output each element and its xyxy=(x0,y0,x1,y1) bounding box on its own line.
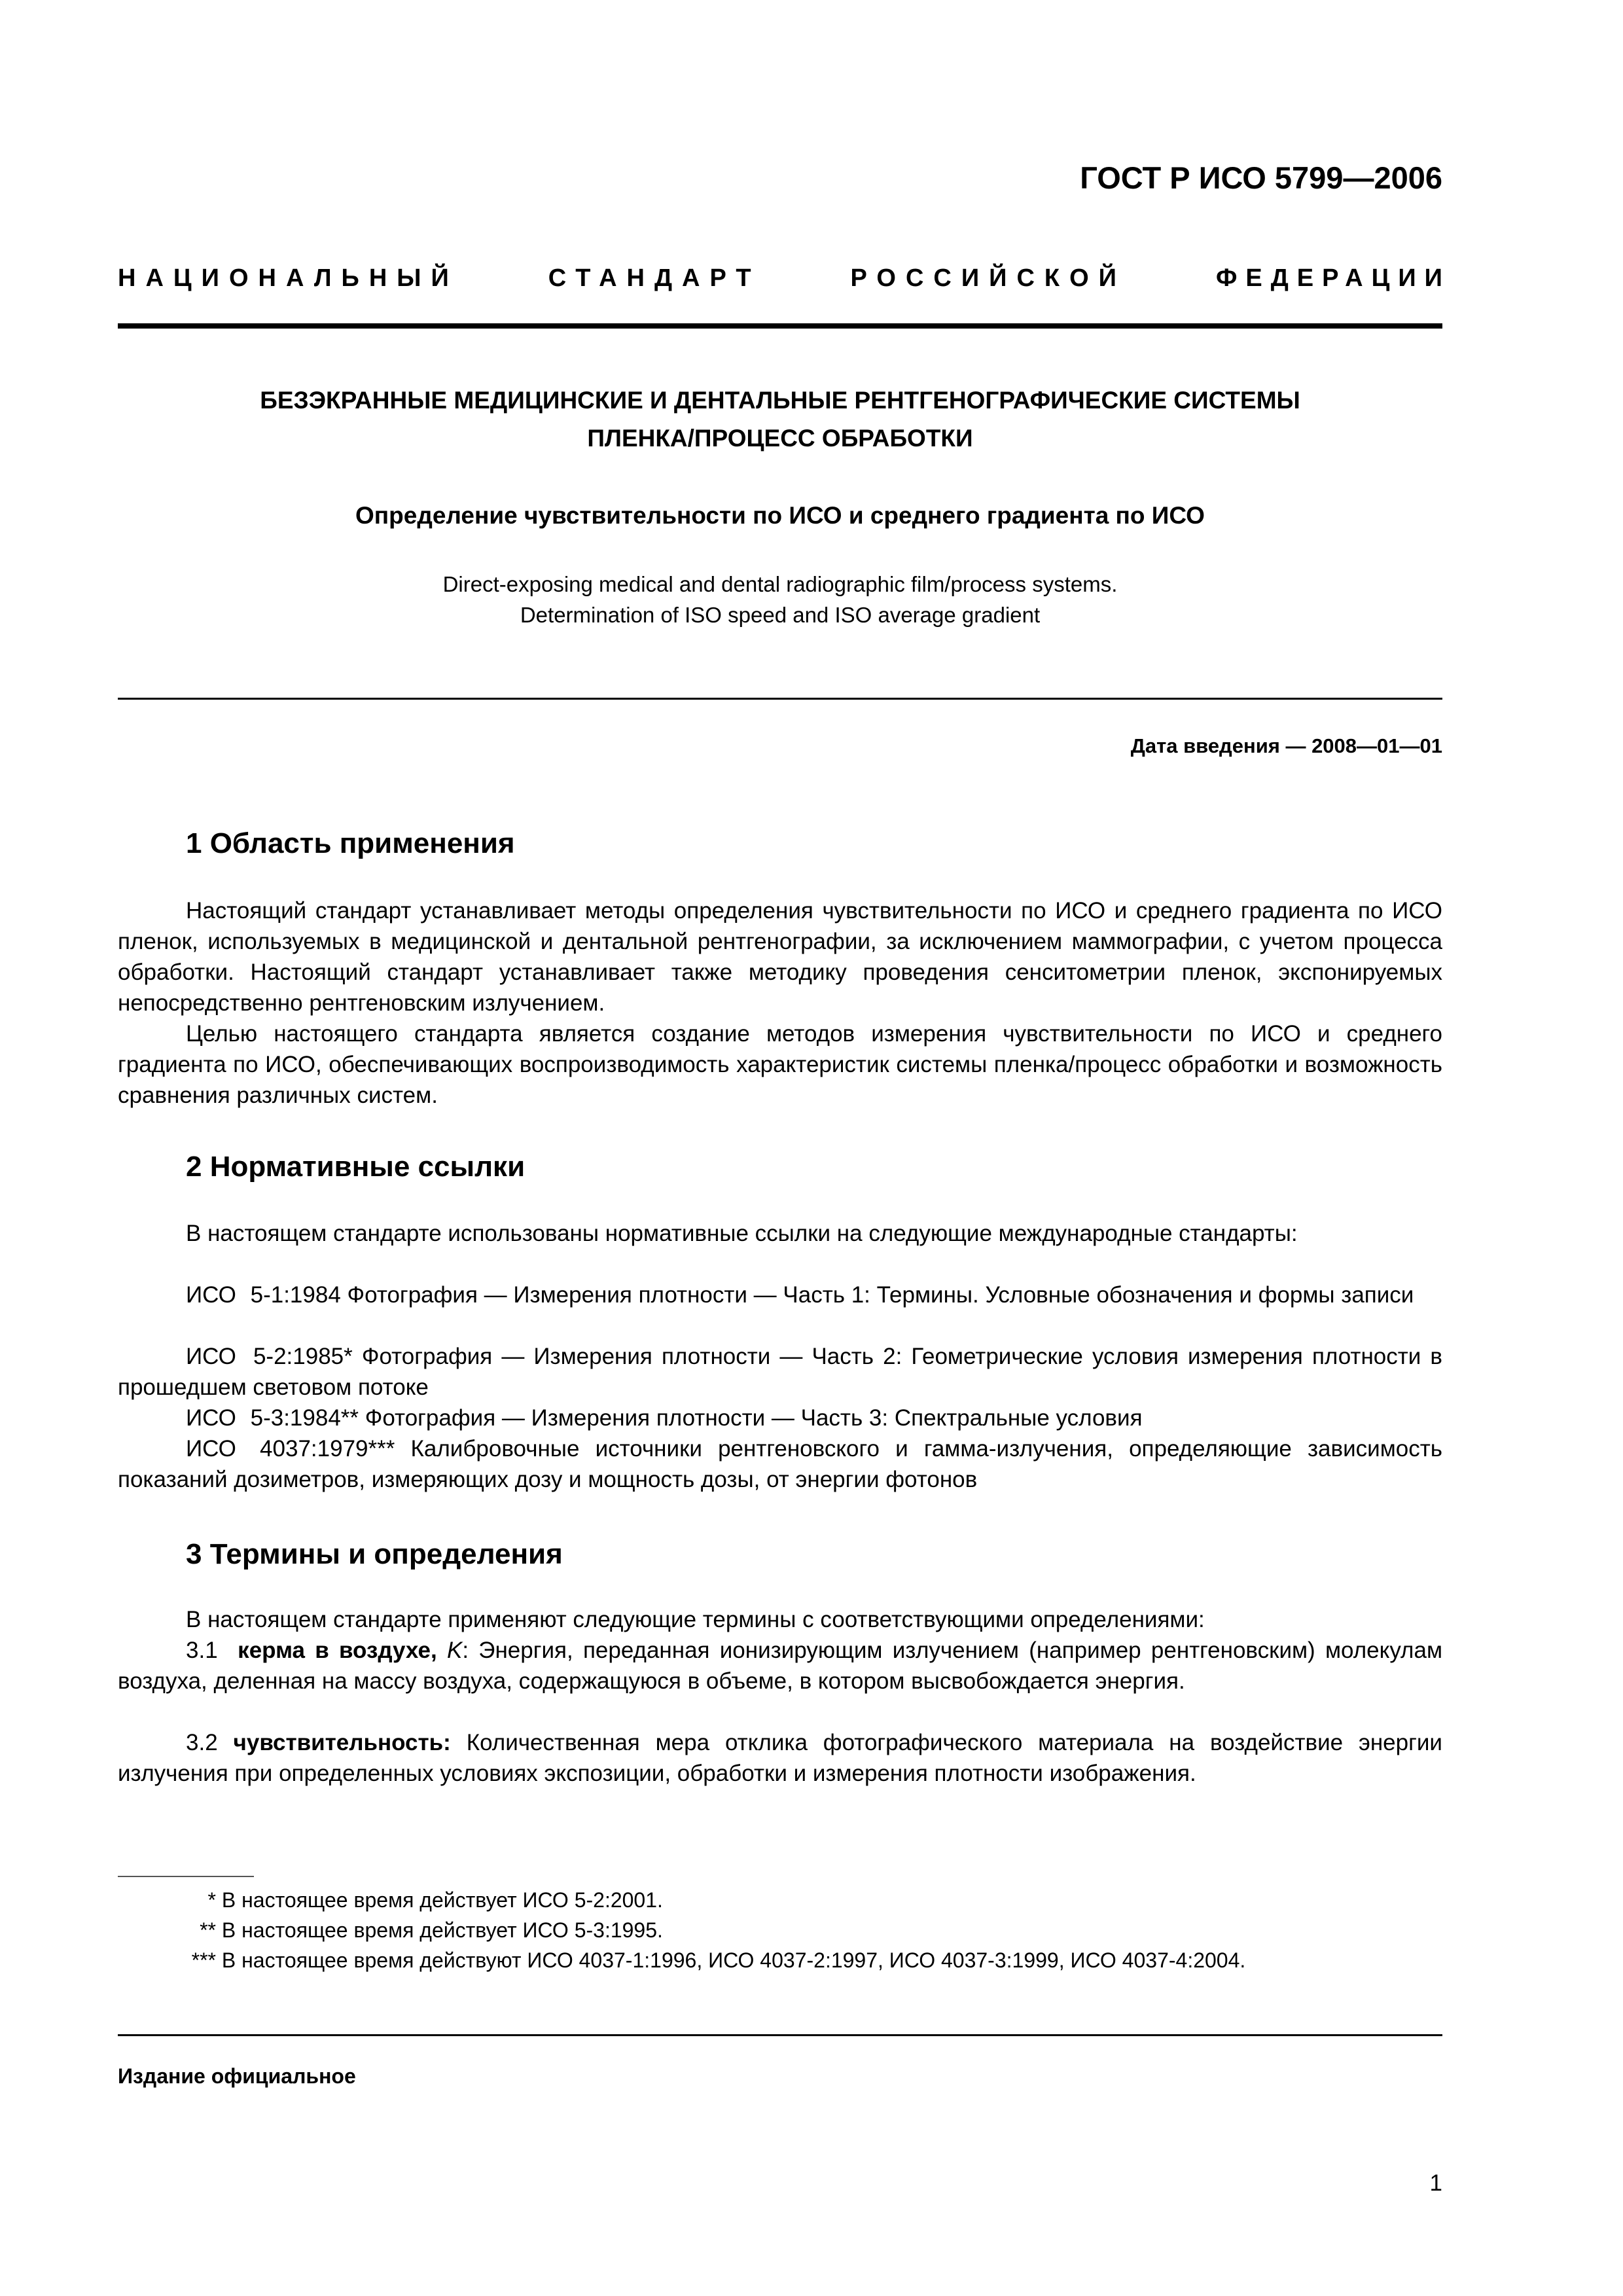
banner-word: РОССИЙСКОЙ xyxy=(850,264,1126,292)
term-number: 3.1 xyxy=(186,1638,218,1663)
section-heading: 3 Термины и определения xyxy=(186,1538,563,1570)
term-text: Количественная мера отклика фотографического материала на воздействие энергии излучения при определенных условиях экспозиции, обработки и измерения плотности изображения. xyxy=(118,1730,1442,1786)
header-thick-rule xyxy=(118,323,1442,329)
footnote-text: В настоящее время действует ИСО 5-2:2001. xyxy=(221,1888,663,1912)
normative-reference xyxy=(118,1280,1442,1310)
term-number: 3.2 xyxy=(186,1730,218,1755)
footnote-text: В настоящее время действуют ИСО 4037-1:1996, ИСО 4037-2:1997, ИСО 4037-3:1999, ИСО 4037-4:2004. xyxy=(221,1948,1246,1972)
english-title xyxy=(118,569,1442,630)
reference-text: Фотография — Измерения плотности — Часть 3: Спектральные условия xyxy=(359,1405,1143,1431)
section-heading: 2 Нормативные ссылки xyxy=(186,1151,526,1183)
term-definition xyxy=(118,1635,1442,1696)
title-line: БЕЗЭКРАННЫЕ МЕДИЦИНСКИЕ И ДЕНТАЛЬНЫЕ РЕНТГЕНОГРАФИЧЕСКИЕ СИСТЕМЫ xyxy=(260,387,1300,414)
paragraph: Целью настоящего стандарта является создание методов измерения чувствительности по ИСО и среднего градиента по ИСО, обеспечивающих воспроизводимость характеристик системы пленка/процесс обработки и возможность сравнения различных систем. xyxy=(118,1021,1442,1108)
term-definition xyxy=(118,1727,1442,1789)
normative-reference xyxy=(118,1341,1442,1403)
introduction-date: Дата введения — 2008—01—01 xyxy=(1130,734,1442,757)
footnote-mark: * xyxy=(207,1888,216,1912)
section-heading: 1 Область применения xyxy=(186,827,515,859)
banner-word: НАЦИОНАЛЬНЫЙ xyxy=(118,264,459,292)
reference-code: ИСО 5-2:1985* xyxy=(186,1344,353,1369)
normative-reference xyxy=(118,1403,1442,1433)
official-edition-label: Издание официальное xyxy=(118,2064,356,2088)
paragraph: В настоящем стандарте использованы нормативные ссылки на следующие международные стандарты: xyxy=(186,1221,1298,1246)
english-title-line: Direct-exposing medical and dental radiographic film/process systems. xyxy=(442,572,1118,596)
banner-word: СТАНДАРТ xyxy=(548,264,761,292)
document-code: ГОСТ Р ИСО 5799—2006 xyxy=(1080,160,1442,195)
title-line: ПЛЕНКА/ПРОЦЕСС ОБРАБОТКИ xyxy=(587,425,973,452)
title-divider xyxy=(118,698,1442,700)
reference-code: ИСО 5-1:1984 xyxy=(186,1282,341,1308)
normative-reference xyxy=(118,1433,1442,1495)
reference-text: Фотография — Измерения плотности — Часть 2: Геометрические условия измерения плотности в прошедшем световом потоке xyxy=(118,1344,1443,1400)
page-number: 1 xyxy=(1429,2170,1442,2196)
term-symbol: K xyxy=(446,1638,463,1663)
reference-code: ИСО 4037:1979*** xyxy=(186,1436,395,1462)
term-name: керма в воздухе, xyxy=(238,1638,437,1663)
reference-code: ИСО 5-3:1984** xyxy=(186,1405,359,1431)
reference-text: Фотография — Измерения плотности — Часть 1: Термины. Условные обозначения и формы записи xyxy=(340,1282,1414,1308)
footnote xyxy=(118,1915,1442,1945)
banner-word: ФЕДЕРАЦИИ xyxy=(1215,264,1451,292)
term-name: чувствительность: xyxy=(233,1730,451,1755)
footnote xyxy=(118,1885,1442,1915)
document-title xyxy=(118,382,1442,457)
paragraph: Настоящий стандарт устанавливает методы определения чувствительности по ИСО и среднего градиента по ИСО пленок, используемых в медицинской и дентальной рентгенографии, за исключением маммографии, с учетом процесса обработки. Настоящий стандарт устанавливает также методику проведения сенситометрии пленок, экспонируемых непосредственно рентгеновским излучением. xyxy=(118,898,1442,1016)
english-title-line: Determination of ISO speed and ISO average gradient xyxy=(520,603,1041,627)
footnote-mark: ** xyxy=(200,1918,216,1942)
footnote-separator xyxy=(118,1876,254,1877)
term-text: Энергия, переданная ионизирующим излучением (например рентгеновским) молекулам воздуха, деленная на массу воздуха, содержащуюся в объеме, в котором высвобождается энергия. xyxy=(118,1638,1443,1694)
footer-divider xyxy=(118,2034,1442,2036)
footnote xyxy=(118,1945,1442,1975)
term-colon: : xyxy=(462,1638,469,1663)
footnote-mark: *** xyxy=(191,1948,216,1972)
paragraph: В настоящем стандарте применяют следующие термины с соответствующими определениями: xyxy=(186,1607,1205,1632)
footnote-text: В настоящее время действует ИСО 5-3:1995. xyxy=(221,1918,663,1942)
reference-text: Калибровочные источники рентгеновского и гамма-излучения, определяющие зависимость показаний дозиметров, измеряющих дозу и мощность дозы, от энергии фотонов xyxy=(118,1436,1442,1492)
national-standard-banner xyxy=(118,264,1451,293)
document-subtitle: Определение чувствительности по ИСО и среднего градиента по ИСО xyxy=(355,502,1205,529)
